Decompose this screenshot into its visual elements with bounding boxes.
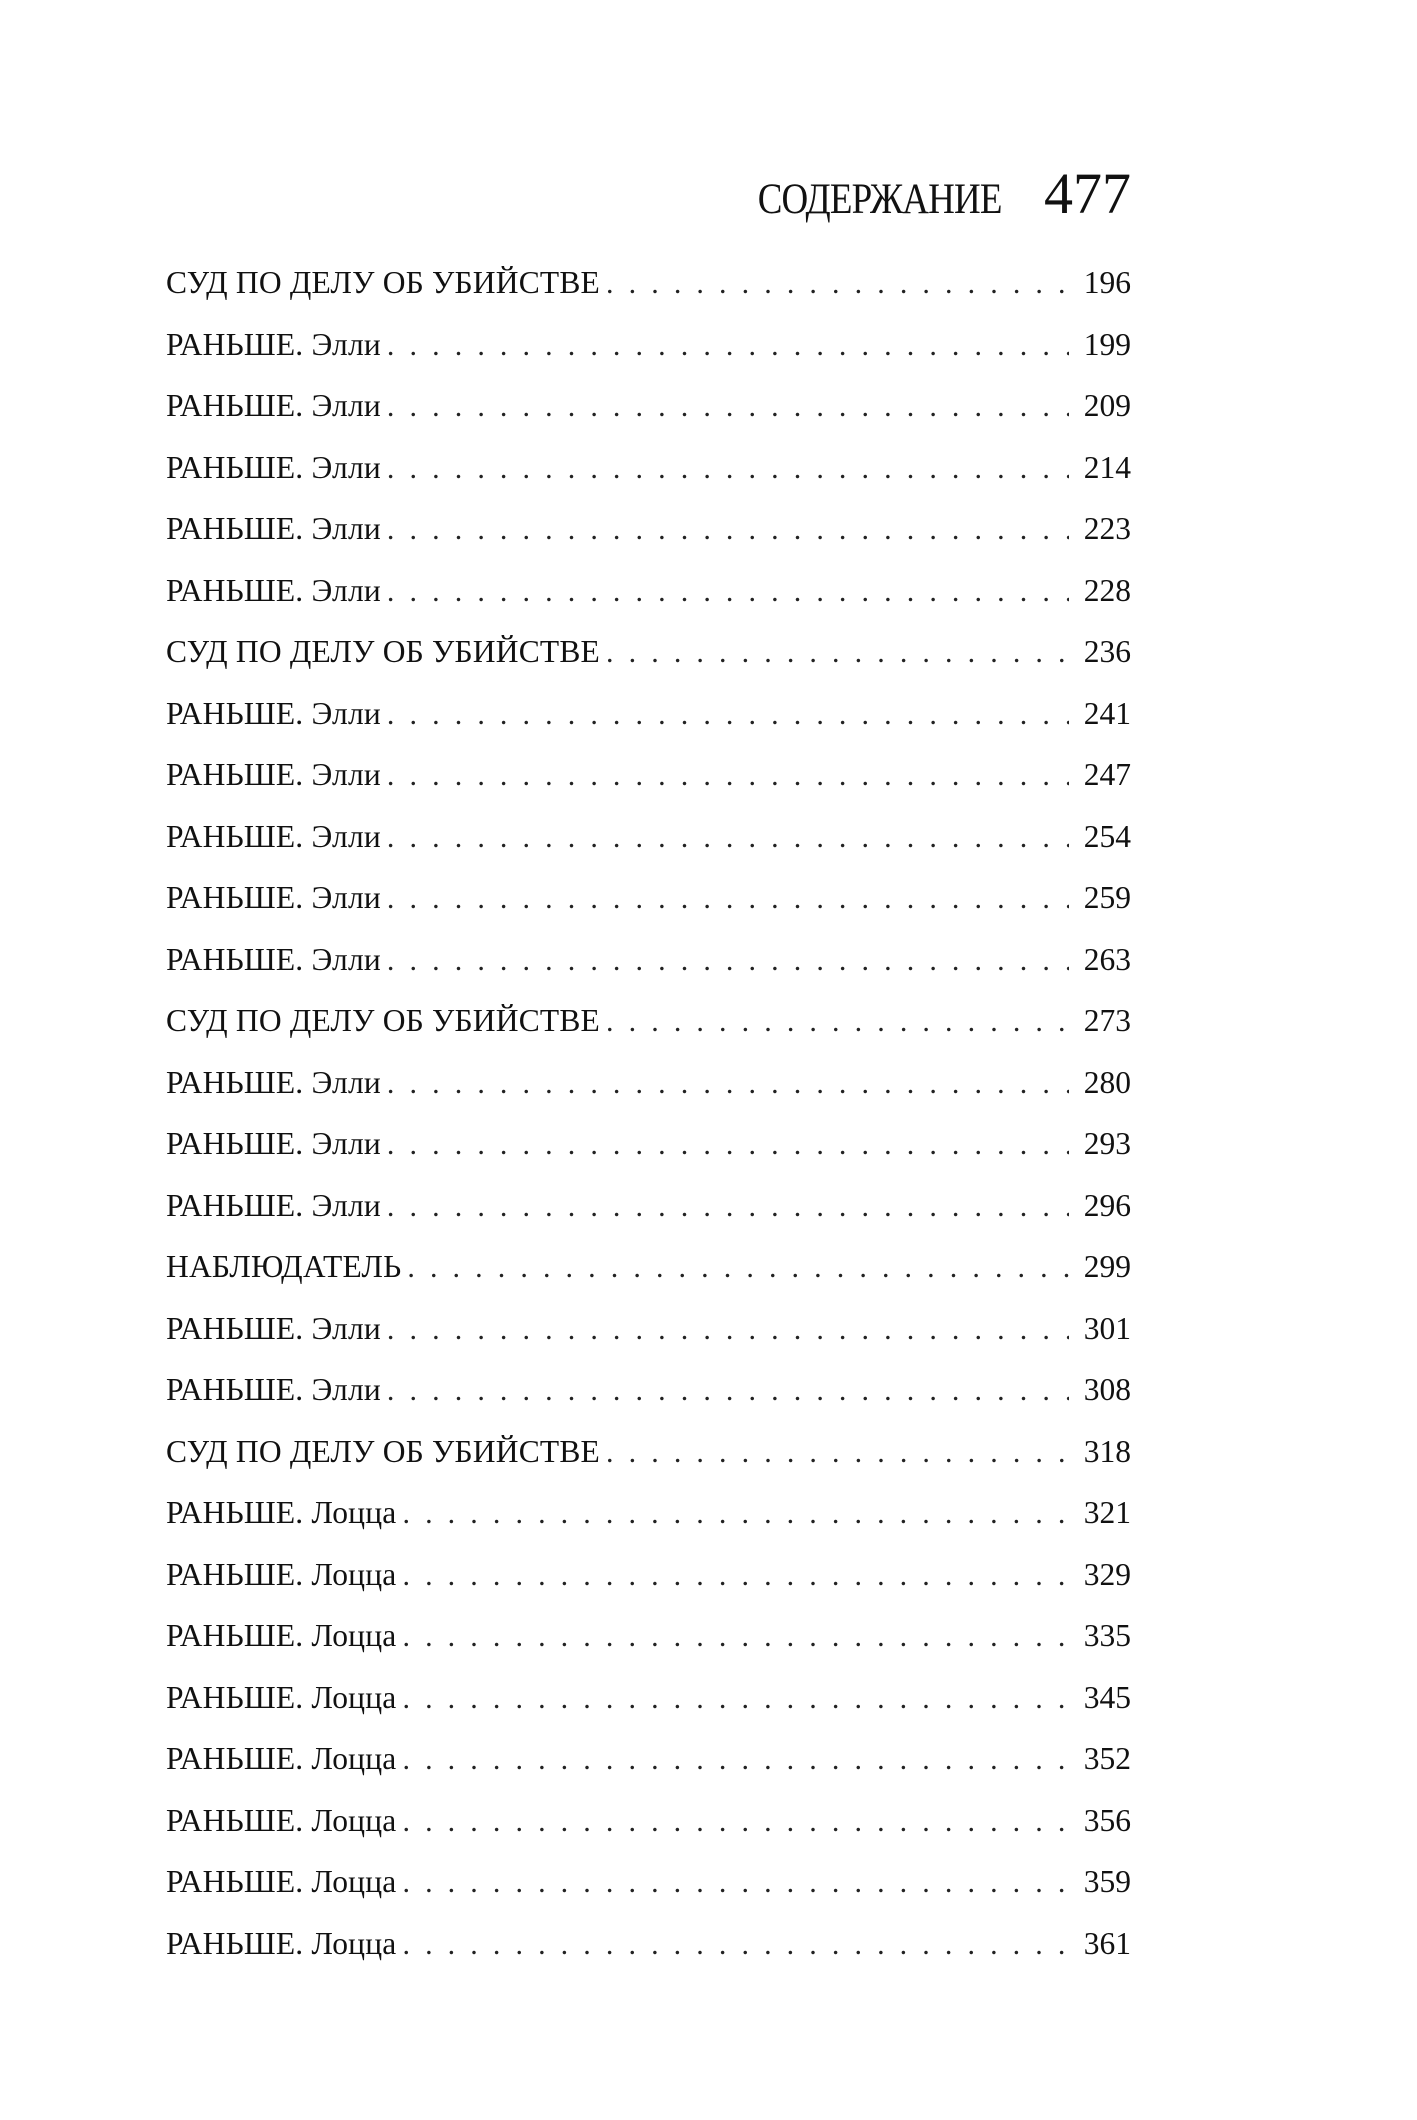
toc-entry-title: СУД ПО ДЕЛУ ОБ УБИЙСТВЕ bbox=[166, 634, 601, 669]
dot-leader bbox=[606, 622, 1069, 684]
toc-entry-page: 236 bbox=[1083, 634, 1131, 669]
toc-entry-title: РАНЬШЕ. Элли bbox=[166, 1064, 381, 1100]
dot-leader bbox=[387, 561, 1069, 623]
toc-entry-page: 280 bbox=[1083, 1064, 1131, 1100]
toc-entry-page: 293 bbox=[1083, 1126, 1131, 1161]
dot-leader bbox=[606, 253, 1069, 315]
toc-entry bbox=[166, 806, 1131, 868]
dot-leader bbox=[387, 745, 1069, 807]
toc-entry-title: РАНЬШЕ. Лоцца bbox=[166, 1556, 397, 1592]
toc-entry-page: 241 bbox=[1083, 695, 1131, 731]
toc-entry bbox=[166, 990, 1131, 1052]
toc-entry-title: РАНЬШЕ. Элли bbox=[166, 1126, 381, 1161]
dot-leader bbox=[407, 1237, 1069, 1299]
toc-entry bbox=[166, 1113, 1131, 1175]
toc-entry-title: СУД ПО ДЕЛУ ОБ УБИЙСТВЕ bbox=[166, 1433, 601, 1469]
dot-leader bbox=[402, 1483, 1069, 1545]
toc-entry-page: 301 bbox=[1083, 1310, 1131, 1346]
dot-leader bbox=[402, 1914, 1069, 1976]
toc-entry-page: 263 bbox=[1083, 941, 1131, 977]
toc-entry bbox=[166, 1851, 1131, 1913]
toc-entry bbox=[166, 252, 1131, 314]
dot-leader bbox=[606, 1422, 1069, 1484]
dot-leader bbox=[387, 807, 1069, 869]
toc-entry bbox=[166, 621, 1131, 683]
toc-entry-title: НАБЛЮДАТЕЛЬ bbox=[166, 1249, 402, 1284]
toc-entry-page: 214 bbox=[1083, 449, 1131, 485]
toc-entry bbox=[166, 1482, 1131, 1544]
toc-entry-page: 321 bbox=[1083, 1495, 1131, 1530]
toc-entry-page: 296 bbox=[1083, 1187, 1131, 1223]
toc-entry-page: 359 bbox=[1083, 1864, 1131, 1899]
dot-leader bbox=[387, 1053, 1069, 1115]
toc-entry bbox=[166, 1175, 1131, 1237]
dot-leader bbox=[387, 930, 1069, 992]
toc-entry bbox=[166, 683, 1131, 745]
toc-entry bbox=[166, 1790, 1131, 1852]
dot-leader bbox=[387, 438, 1069, 500]
toc-entry-title: РАНЬШЕ. Лоцца bbox=[166, 1864, 397, 1899]
toc-entry bbox=[166, 1236, 1131, 1298]
toc-entry-title: РАНЬШЕ. Лоцца bbox=[166, 1802, 397, 1838]
dot-leader bbox=[387, 868, 1069, 930]
toc-entry bbox=[166, 314, 1131, 376]
toc-entry-page: 356 bbox=[1083, 1802, 1131, 1838]
toc-entry bbox=[166, 1359, 1131, 1421]
table-of-contents bbox=[166, 252, 1131, 1974]
running-header-title: СОДЕРЖАНИЕ bbox=[758, 176, 1002, 223]
toc-entry-title: СУД ПО ДЕЛУ ОБ УБИЙСТВЕ bbox=[166, 265, 601, 300]
toc-entry-page: 308 bbox=[1083, 1372, 1131, 1407]
toc-entry bbox=[166, 1728, 1131, 1790]
dot-leader bbox=[387, 1360, 1069, 1422]
toc-entry bbox=[166, 1913, 1131, 1975]
toc-entry-page: 196 bbox=[1083, 265, 1131, 300]
toc-entry-title: РАНЬШЕ. Элли bbox=[166, 695, 381, 731]
toc-entry-title: РАНЬШЕ. Лоцца bbox=[166, 1495, 397, 1530]
toc-entry bbox=[166, 1544, 1131, 1606]
toc-entry-page: 259 bbox=[1083, 880, 1131, 915]
dot-leader bbox=[402, 1606, 1069, 1668]
toc-entry-title: РАНЬШЕ. Элли bbox=[166, 757, 381, 792]
toc-entry-page: 228 bbox=[1083, 572, 1131, 608]
toc-entry-title: РАНЬШЕ. Элли bbox=[166, 572, 381, 608]
toc-entry-page: 199 bbox=[1083, 326, 1131, 362]
toc-entry-page: 273 bbox=[1083, 1003, 1131, 1038]
toc-entry bbox=[166, 560, 1131, 622]
toc-entry-title: РАНЬШЕ. Элли bbox=[166, 1372, 381, 1407]
toc-entry-page: 335 bbox=[1083, 1618, 1131, 1653]
toc-entry-title: РАНЬШЕ. Элли bbox=[166, 941, 381, 977]
dot-leader bbox=[387, 1176, 1069, 1238]
toc-entry-title: РАНЬШЕ. Лоцца bbox=[166, 1741, 397, 1776]
toc-entry-title: РАНЬШЕ. Лоцца bbox=[166, 1618, 397, 1653]
toc-entry bbox=[166, 437, 1131, 499]
toc-entry-page: 299 bbox=[1083, 1249, 1131, 1284]
toc-entry-page: 345 bbox=[1083, 1679, 1131, 1715]
toc-entry bbox=[166, 1052, 1131, 1114]
dot-leader bbox=[387, 499, 1069, 561]
dot-leader bbox=[387, 684, 1069, 746]
toc-entry bbox=[166, 498, 1131, 560]
toc-entry-title: РАНЬШЕ. Элли bbox=[166, 818, 381, 854]
dot-leader bbox=[402, 1668, 1069, 1730]
toc-entry-title: РАНЬШЕ. Элли bbox=[166, 326, 381, 362]
toc-entry-title: РАНЬШЕ. Лоцца bbox=[166, 1925, 397, 1961]
dot-leader bbox=[387, 376, 1069, 438]
page-number: 477 bbox=[1044, 161, 1131, 226]
toc-entry bbox=[166, 1298, 1131, 1360]
toc-entry-title: РАНЬШЕ. Элли bbox=[166, 511, 381, 546]
toc-entry bbox=[166, 1605, 1131, 1667]
dot-leader bbox=[402, 1791, 1069, 1853]
dot-leader bbox=[606, 991, 1069, 1053]
toc-entry-page: 254 bbox=[1083, 818, 1131, 854]
toc-entry-page: 352 bbox=[1083, 1741, 1131, 1776]
toc-entry-page: 223 bbox=[1083, 511, 1131, 546]
toc-entry-title: РАНЬШЕ. Элли bbox=[166, 1310, 381, 1346]
toc-entry-title: РАНЬШЕ. Лоцца bbox=[166, 1679, 397, 1715]
toc-entry-title: РАНЬШЕ. Элли bbox=[166, 388, 381, 423]
dot-leader bbox=[402, 1545, 1069, 1607]
toc-entry-title: РАНЬШЕ. Элли bbox=[166, 880, 381, 915]
toc-entry-title: СУД ПО ДЕЛУ ОБ УБИЙСТВЕ bbox=[166, 1003, 601, 1038]
toc-entry-page: 329 bbox=[1083, 1556, 1131, 1592]
dot-leader bbox=[387, 1114, 1069, 1176]
toc-entry-title: РАНЬШЕ. Элли bbox=[166, 449, 381, 485]
toc-entry bbox=[166, 867, 1131, 929]
dot-leader bbox=[402, 1852, 1069, 1914]
dot-leader bbox=[387, 315, 1069, 377]
toc-entry-page: 209 bbox=[1083, 388, 1131, 423]
toc-entry-page: 361 bbox=[1083, 1925, 1131, 1961]
toc-entry bbox=[166, 744, 1131, 806]
toc-entry-page: 247 bbox=[1083, 757, 1131, 792]
running-header bbox=[166, 160, 1131, 230]
toc-entry bbox=[166, 929, 1131, 991]
toc-entry bbox=[166, 1421, 1131, 1483]
toc-entry-title: РАНЬШЕ. Элли bbox=[166, 1187, 381, 1223]
toc-entry-page: 318 bbox=[1083, 1433, 1131, 1469]
dot-leader bbox=[402, 1729, 1069, 1791]
toc-entry bbox=[166, 375, 1131, 437]
dot-leader bbox=[387, 1299, 1069, 1361]
toc-entry bbox=[166, 1667, 1131, 1729]
